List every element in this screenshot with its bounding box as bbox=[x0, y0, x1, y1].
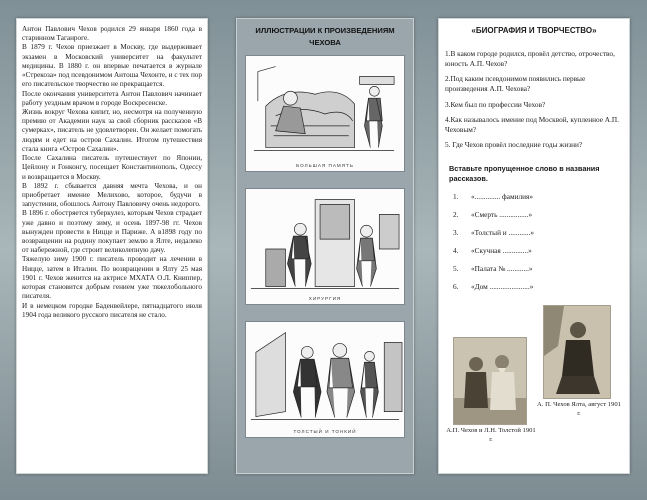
bio-paragraph: В 1896 г. обостряется туберкулез, которым Чехов страдает уже давно и поэтому зиму, и осень 1897-98 гг. Чехов вынужден провести в Ницце и Париже. А в1898 году по возвращении на родину покупает землю в Ялте, недалеко от набережной, где строит великолепную дачу. bbox=[22, 209, 202, 255]
photo-caption: А. П. Чехов Ялта, август 1901 г. bbox=[537, 401, 621, 417]
photo-image bbox=[454, 338, 526, 424]
photo-chekhov-tolstoy bbox=[453, 337, 527, 425]
fill-in-text: «Палата № ............» bbox=[471, 263, 533, 273]
fill-in-title: Вставьте пропущенное слово в названия рассказов. bbox=[449, 164, 600, 183]
fill-in-item bbox=[453, 228, 623, 237]
quiz-title: «БИОГРАФИЯ И ТВОРЧЕСТВО» bbox=[471, 26, 597, 35]
photo-caption: А.П. Чехов и Л.Н. Толстой 1901 г. bbox=[446, 427, 536, 443]
bio-paragraph: В 1892 г. сбывается давняя мечта Чехова, и он приобретает имение Мелихово, которое, будучи в запустении, обошлось Антону Павловичу очень недорого. bbox=[22, 181, 202, 209]
bio-paragraph: После окончания университета Антон Павлович начинает работу уездным врачом в городе Воскресенске. bbox=[22, 89, 202, 107]
fill-in-item bbox=[453, 264, 623, 273]
fill-in-text: «Смерть ................» bbox=[471, 209, 533, 219]
question-item: 2.Под каким псевдонимом появились первые произведения А.П. Чехова? bbox=[445, 74, 586, 93]
illustration-drawing bbox=[246, 322, 404, 437]
question-item: 3.Кем был по профессии Чехов? bbox=[445, 99, 546, 109]
bio-paragraph: Тяжелую зиму 1900 г. писатель проводит на лечении в Ницце, затем в Италии. По возвращении в Ялту 25 мая 1901 г. Чехов женится на актрисе МХАТА О.Л. Книппер, которая становится добрым гением уже тяжелобольного писателя. bbox=[22, 255, 202, 301]
fill-in-text: «Толстый и ............» bbox=[471, 227, 535, 237]
question-item: 5. Где Чехов провёл последние годы жизни? bbox=[445, 140, 583, 150]
fill-in-text: «Скучная ..............» bbox=[471, 245, 532, 255]
fill-in-number: 5. bbox=[453, 263, 459, 273]
illustration-drawing bbox=[246, 56, 404, 171]
question-item: 4.Как называлось имение под Москвой, купленное А.П. Чеховым? bbox=[445, 115, 619, 134]
bio-paragraph: Жизнь вокруг Чехова кипит, но, несмотря на полученную премию от Академии наук за свой сборник рассказов «В сумерках», писатель не удовлетворен. Он желает помогать людям и едет на остров Сахалин. Итогом путешествия стала книга «Остров Сахалин». bbox=[22, 107, 202, 153]
photo-chekhov-yalta bbox=[543, 305, 611, 399]
photo-image bbox=[544, 306, 610, 398]
fill-in-number: 2. bbox=[453, 209, 459, 219]
quiz-panel bbox=[438, 18, 630, 474]
illustration-1 bbox=[245, 55, 405, 172]
fill-in-number: 4. bbox=[453, 245, 459, 255]
fill-in-item bbox=[453, 246, 623, 255]
question-list bbox=[445, 49, 623, 150]
illustrations-panel bbox=[236, 18, 414, 474]
bio-paragraph: И в немецком городке Баденвейлере, пятнадцатого июля 1904 года великого русского писателя не стало. bbox=[22, 301, 202, 319]
illustration-3 bbox=[245, 321, 405, 438]
fill-in-text: «.............. фамилия» bbox=[471, 191, 534, 201]
bio-paragraph: После Сахалина писатель путешествует по Японии, Цейлону и Гонконгу, посещает Константинополь, Одессу и возвращается в Москву. bbox=[22, 154, 202, 181]
bio-paragraph: В 1879 г. Чехов приезжает в Москву, где выдерживает экзамен в Московский университет на факультет медицины. В 1880 г. он впервые печатается в журнале «Стрекоза» под псевдонимом Антоша Чехонте, и с тех пор его писательское творчество не прекращается. bbox=[22, 43, 202, 89]
fill-in-item bbox=[453, 192, 623, 201]
biography-text bbox=[22, 25, 202, 320]
illustration-caption: БОЛЬШАЯ ПАМЯТЬ bbox=[296, 162, 354, 168]
fill-in-number: 6. bbox=[453, 281, 459, 291]
fill-in-number: 1. bbox=[453, 191, 459, 201]
fill-in-list bbox=[445, 192, 623, 291]
illustrations-title: ИЛЛЮСТРАЦИИ К ПРОИЗВЕДЕНИЯМ ЧЕХОВА bbox=[255, 26, 395, 47]
fill-in-number: 3. bbox=[453, 227, 459, 237]
illustration-2 bbox=[245, 188, 405, 305]
fill-in-item bbox=[453, 282, 623, 291]
question-item: 1.В каком городе родился, провёл детство, отрочество, юность А.П. Чехов? bbox=[445, 49, 615, 68]
biography-panel bbox=[16, 18, 208, 474]
bio-paragraph: Антон Павлович Чехов родился 29 января 1860 года в старинном Таганроге. bbox=[22, 25, 202, 43]
fill-in-item bbox=[453, 210, 623, 219]
illustration-caption: ТОЛСТЫЙ И ТОНКИЙ bbox=[293, 428, 357, 434]
illustration-drawing bbox=[246, 189, 404, 304]
illustration-caption: ХИРУРГИЯ bbox=[308, 295, 342, 301]
fill-in-text: «Дом ......................» bbox=[471, 281, 534, 291]
